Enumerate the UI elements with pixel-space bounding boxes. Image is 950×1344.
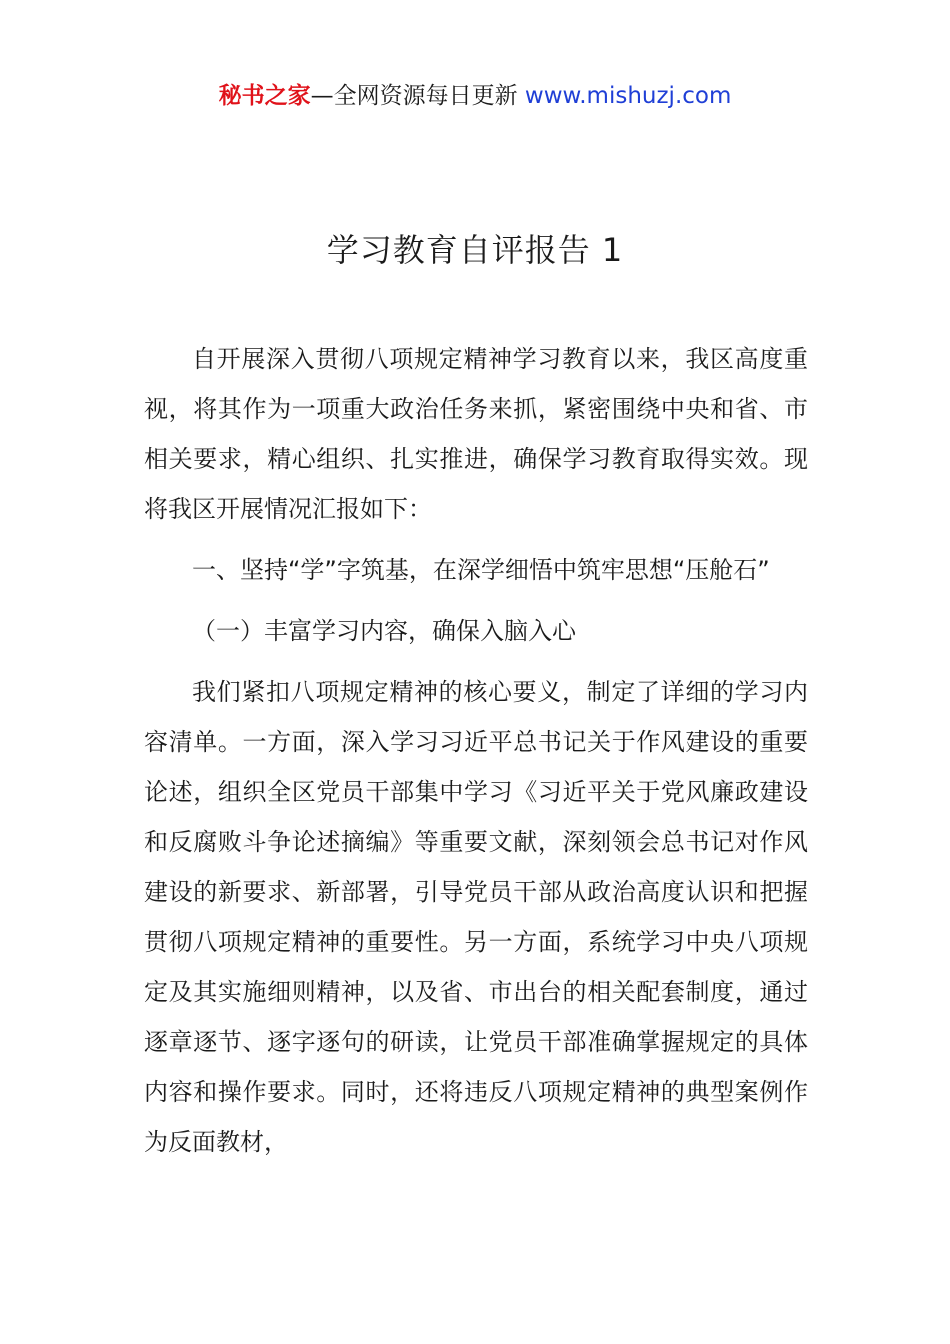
site-brand: 秘书之家 [218, 83, 311, 109]
document-body [144, 334, 808, 1178]
document-title: 学习教育自评报告 1 [326, 231, 624, 269]
section-heading-1: 一、坚持“学”字筑基，在深学细悟中筑牢思想“压舱石” [192, 556, 770, 584]
site-url-link[interactable]: www.mishuzj.com [524, 83, 732, 109]
paragraph-intro: 自开展深入贯彻八项规定精神学习教育以来，我区高度重视，将其作为一项重大政治任务来抓，紧密围绕中央和省、市相关要求，精心组织、扎实推进，确保学习教育取得实效。现将我区开展情况汇报如下： [144, 345, 808, 523]
subsection-heading-1: （一）丰富学习内容，确保入脑入心 [192, 617, 576, 645]
site-tagline: —全网资源每日更新 [310, 83, 525, 109]
site-header [0, 78, 950, 114]
paragraph-content: 我们紧扣八项规定精神的核心要义，制定了详细的学习内容清单。一方面，深入学习习近平总书记关于作风建设的重要论述，组织全区党员干部集中学习《习近平关于党风廉政建设和反腐败斗争论述摘编》等重要文献，深刻领会总书记对作风建设的新要求、新部署，引导党员干部从政治高度认识和把握贯彻八项规定精神的重要性。另一方面，系统学习中央八项规定及其实施细则精神，以及省、市出台的相关配套制度，通过逐章逐节、逐字逐句的研读，让党员干部准确掌握规定的具体内容和操作要求。同时，还将违反八项规定精神的典型案例作为反面教材， [144, 678, 808, 1156]
